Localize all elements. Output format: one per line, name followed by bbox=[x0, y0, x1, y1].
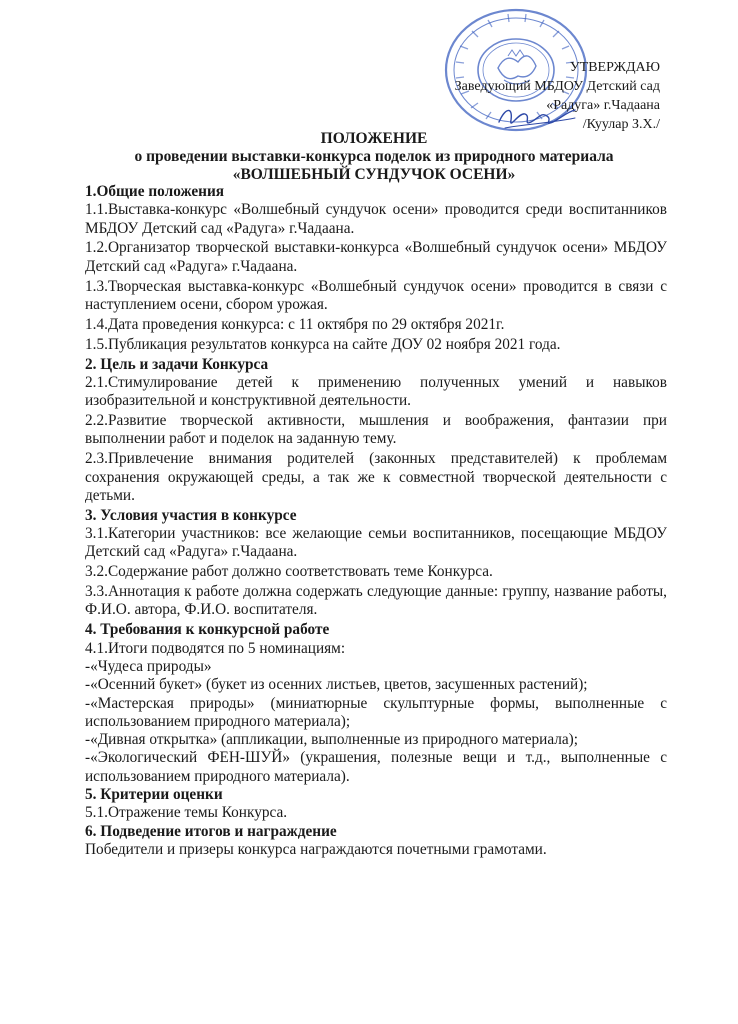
paragraph-1-4: 1.4.Дата проведения конкурса: с 11 октября по 29 октября 2021г. bbox=[85, 315, 505, 333]
paragraph-1-1: 1.1.Выставка-конкурс «Волшебный сундучок осени» проводится среди воспитанников МБДОУ Детский сад «Радуга» г.Чадаана. bbox=[85, 201, 667, 237]
paragraph-3-2: 3.2.Содержание работ должно соответствовать теме Конкурса. bbox=[85, 563, 493, 581]
paragraph-1-5: 1.5.Публикация результатов конкурса на сайте ДОУ 02 ноября 2021 года. bbox=[85, 335, 561, 353]
paragraph-2-3: 2.3.Привлечение внимания родителей (законных представителей) к проблемам сохранения окружающей среды, а так же к совместной творческой деятельности с детьми. bbox=[85, 450, 667, 504]
section-1-heading: 1.Общие положения bbox=[85, 183, 225, 200]
nomination-2: -«Осенний букет» (букет из осенних листьев, цветов, засушенных растений); bbox=[85, 676, 588, 694]
paragraph-1-2: 1.2.Организатор творческой выставки-конкурса «Волшебный сундучок осени» МБДОУ Детский сад «Радуга» г.Чадаана. bbox=[85, 239, 667, 275]
paragraph-1-3: 1.3.Творческая выставка-конкурс «Волшебный сундучок осени» проводится в связи с наступлением осени, сбором урожая. bbox=[85, 277, 667, 313]
paragraph-6-1: Победители и призеры конкурса награждаются почетными грамотами. bbox=[85, 840, 547, 858]
section-2-heading: 2. Цель и задачи Конкурса bbox=[85, 355, 269, 373]
section-4-heading: 4. Требования к конкурсной работе bbox=[85, 621, 330, 639]
document-body bbox=[85, 183, 667, 859]
paragraph-2-2: 2.2.Развитие творческой активности, мышления и воображения, фантазии при выполнении работ и поделок на заданную тему. bbox=[85, 412, 667, 448]
approval-heading: УТВЕРЖДАЮ bbox=[569, 60, 660, 75]
document-title bbox=[80, 130, 668, 184]
title-line-2: о проведении выставки-конкурса поделок из природного материала bbox=[134, 148, 614, 165]
nomination-3: -«Мастерская природы» (миниатюрные скульптурные формы, выполненные с использованием природного материала); bbox=[85, 694, 667, 730]
nomination-1: -«Чудеса природы» bbox=[85, 657, 212, 675]
nomination-5: -«Экологический ФЕН-ШУЙ» (украшения, полезные вещи и т.д., выполненные с использованием природного материала). bbox=[85, 749, 667, 785]
paragraph-3-3: 3.3.Аннотация к работе должна содержать следующие данные: группу, название работы, Ф.И.О. автора, Ф.И.О. воспитателя. bbox=[85, 583, 667, 619]
nomination-4: -«Дивная открытка» (аппликации, выполненные из природного материала); bbox=[85, 731, 579, 749]
title-line-3: «ВОЛШЕБНЫЙ СУНДУЧОК ОСЕНИ» bbox=[232, 166, 516, 183]
approval-position: Заведующий МБДОУ Детский сад bbox=[454, 79, 660, 94]
section-3-heading: 3. Условия участия в конкурсе bbox=[85, 506, 297, 524]
section-5-heading: 5. Критерии оценки bbox=[85, 786, 223, 804]
paragraph-2-1: 2.1.Стимулирование детей к применению полученных умений и навыков изобразительной и конструктивной деятельности. bbox=[85, 373, 667, 410]
approval-organization: «Радуга» г.Чадаана bbox=[546, 98, 660, 113]
approval-signatory: /Куулар З.Х./ bbox=[582, 117, 660, 132]
paragraph-5-1: 5.1.Отражение темы Конкурса. bbox=[85, 804, 288, 822]
signature bbox=[495, 100, 585, 134]
paragraph-4-1: 4.1.Итоги подводятся по 5 номинациям: bbox=[85, 639, 346, 657]
section-6-heading: 6. Подведение итогов и награждение bbox=[85, 822, 337, 840]
paragraph-3-1: 3.1.Категории участников: все желающие семьи воспитанников, посещающие МБДОУ Детский сад «Радуга» г.Чадаана. bbox=[85, 525, 667, 561]
title-line-1: ПОЛОЖЕНИЕ bbox=[320, 130, 428, 147]
